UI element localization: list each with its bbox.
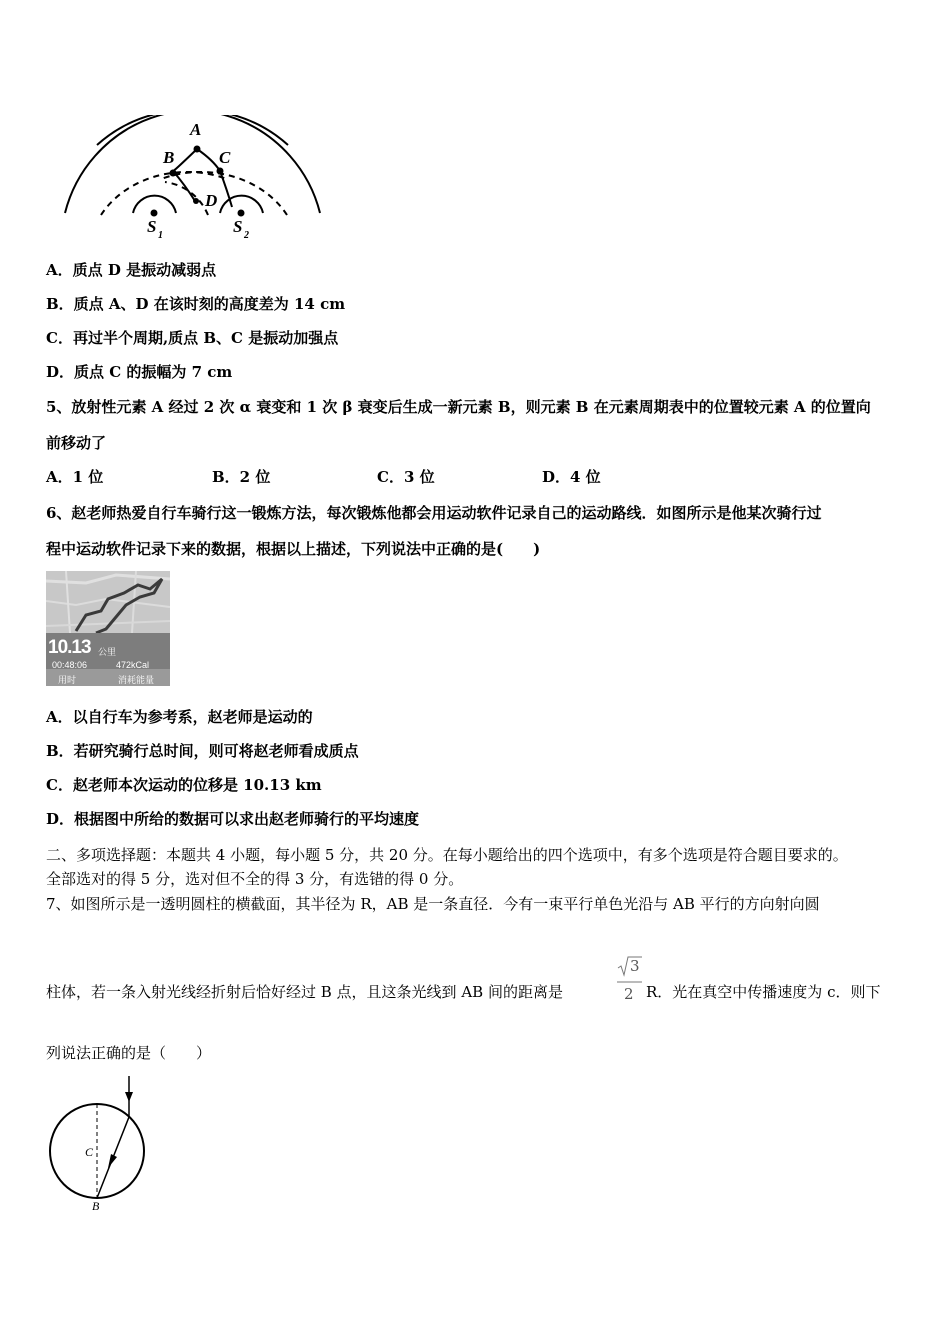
sqrt3-over-2-fraction xyxy=(615,955,643,1005)
q4-option-a: A．质点 D 是振动减弱点 xyxy=(46,261,217,279)
map-time-label: 用时 xyxy=(58,676,77,686)
q7-stem-line1: 7、如图所示是一透明圆柱的横截面，其半径为 R，AB 是一条直径．今有一束平行单色光沿与 AB 平行的方向射向圆 xyxy=(46,895,820,913)
section2-instructions-line1: 二、多项选择题：本题共 4 小题，每小题 5 分，共 20 分。在每小题给出的四个选项中，有多个选项是符合题目要求的。 xyxy=(46,846,848,864)
q6-stem-line1: 6、赵老师热爱自行车骑行这一锻炼方法，每次锻炼他都会用运动软件记录自己的运动路线．如图所示是他某次骑行过 xyxy=(46,504,822,522)
q4-option-b: B．质点 A、D 在该时刻的高度差为 14 cm xyxy=(46,295,346,313)
point-a xyxy=(194,146,201,153)
label-s1-sub: 1 xyxy=(158,230,163,241)
label-c: C xyxy=(219,148,231,167)
label-d: D xyxy=(205,191,218,210)
q5-option-d: D．4 位 xyxy=(542,468,601,486)
q6-option-c: C．赵老师本次运动的位移是 10.13 km xyxy=(46,776,322,794)
cylinder-cross-section-figure xyxy=(40,1072,160,1217)
q5-option-b: B．2 位 xyxy=(212,468,271,486)
point-c xyxy=(217,168,224,175)
q7-stem-line2-after: R．光在真空中传播速度为 c．则下 xyxy=(646,983,881,1001)
label-c: C xyxy=(85,1145,94,1159)
q6-option-b: B．若研究骑行总时间，则可将赵老师看成质点 xyxy=(46,742,359,760)
q6-option-d: D．根据图中所给的数据可以求出赵老师骑行的平均速度 xyxy=(46,810,420,828)
q5-option-a: A．1 位 xyxy=(46,468,104,486)
fraction-numerator: 3 xyxy=(630,957,640,975)
label-s2-sub: 2 xyxy=(244,230,249,241)
point-d xyxy=(193,198,199,204)
source-s1 xyxy=(151,210,158,217)
wave-interference-figure xyxy=(55,115,335,245)
wave-s1-outer-crest xyxy=(65,115,288,213)
label-s2: S xyxy=(233,217,243,236)
q5-stem-line2: 前移动了 xyxy=(46,434,107,452)
q5-option-c: C．3 位 xyxy=(377,468,435,486)
label-s1: S xyxy=(147,217,157,236)
map-distance: 10.13 xyxy=(48,637,91,658)
map-calories-label: 消耗能量 xyxy=(118,676,155,686)
refracted-arrow xyxy=(108,1154,117,1168)
q6-option-a: A．以自行车为参考系，赵老师是运动的 xyxy=(46,708,313,726)
q6-stem-line2: 程中运动软件记录下来的数据，根据以上描述，下列说法中正确的是( ) xyxy=(46,540,541,558)
q4-option-c: C．再过半个周期,质点 B、C 是振动加强点 xyxy=(46,329,339,347)
source-s2 xyxy=(238,210,245,217)
q7-stem-line3: 列说法正确的是（ ） xyxy=(46,1044,212,1062)
label-b: B xyxy=(92,1199,100,1213)
q4-option-d: D．质点 C 的振幅为 7 cm xyxy=(46,363,233,381)
label-a: A xyxy=(190,120,202,139)
section2-instructions-line2: 全部选对的得 5 分，选对但不全的得 3 分，有选错的得 0 分。 xyxy=(46,870,464,888)
q7-stem-line2-before: 柱体，若一条入射光线经折射后恰好经过 B 点，且这条光线到 AB 间的距离是 xyxy=(46,983,563,1001)
point-b xyxy=(170,170,177,177)
map-elapsed-time: 00:48:06 xyxy=(52,660,88,670)
fraction-denominator: 2 xyxy=(624,985,634,1003)
label-b: B xyxy=(163,148,175,167)
map-calories: 472kCal xyxy=(116,660,150,670)
map-distance-unit: 公里 xyxy=(98,648,117,658)
cycling-route-map xyxy=(46,571,170,686)
incident-arrow xyxy=(125,1092,133,1102)
q5-stem-line1: 5、放射性元素 A 经过 2 次 α 衰变和 1 次 β 衰变后生成一新元素 B，则元素 B 在元素周期表中的位置较元素 A 的位置向 xyxy=(46,398,871,416)
